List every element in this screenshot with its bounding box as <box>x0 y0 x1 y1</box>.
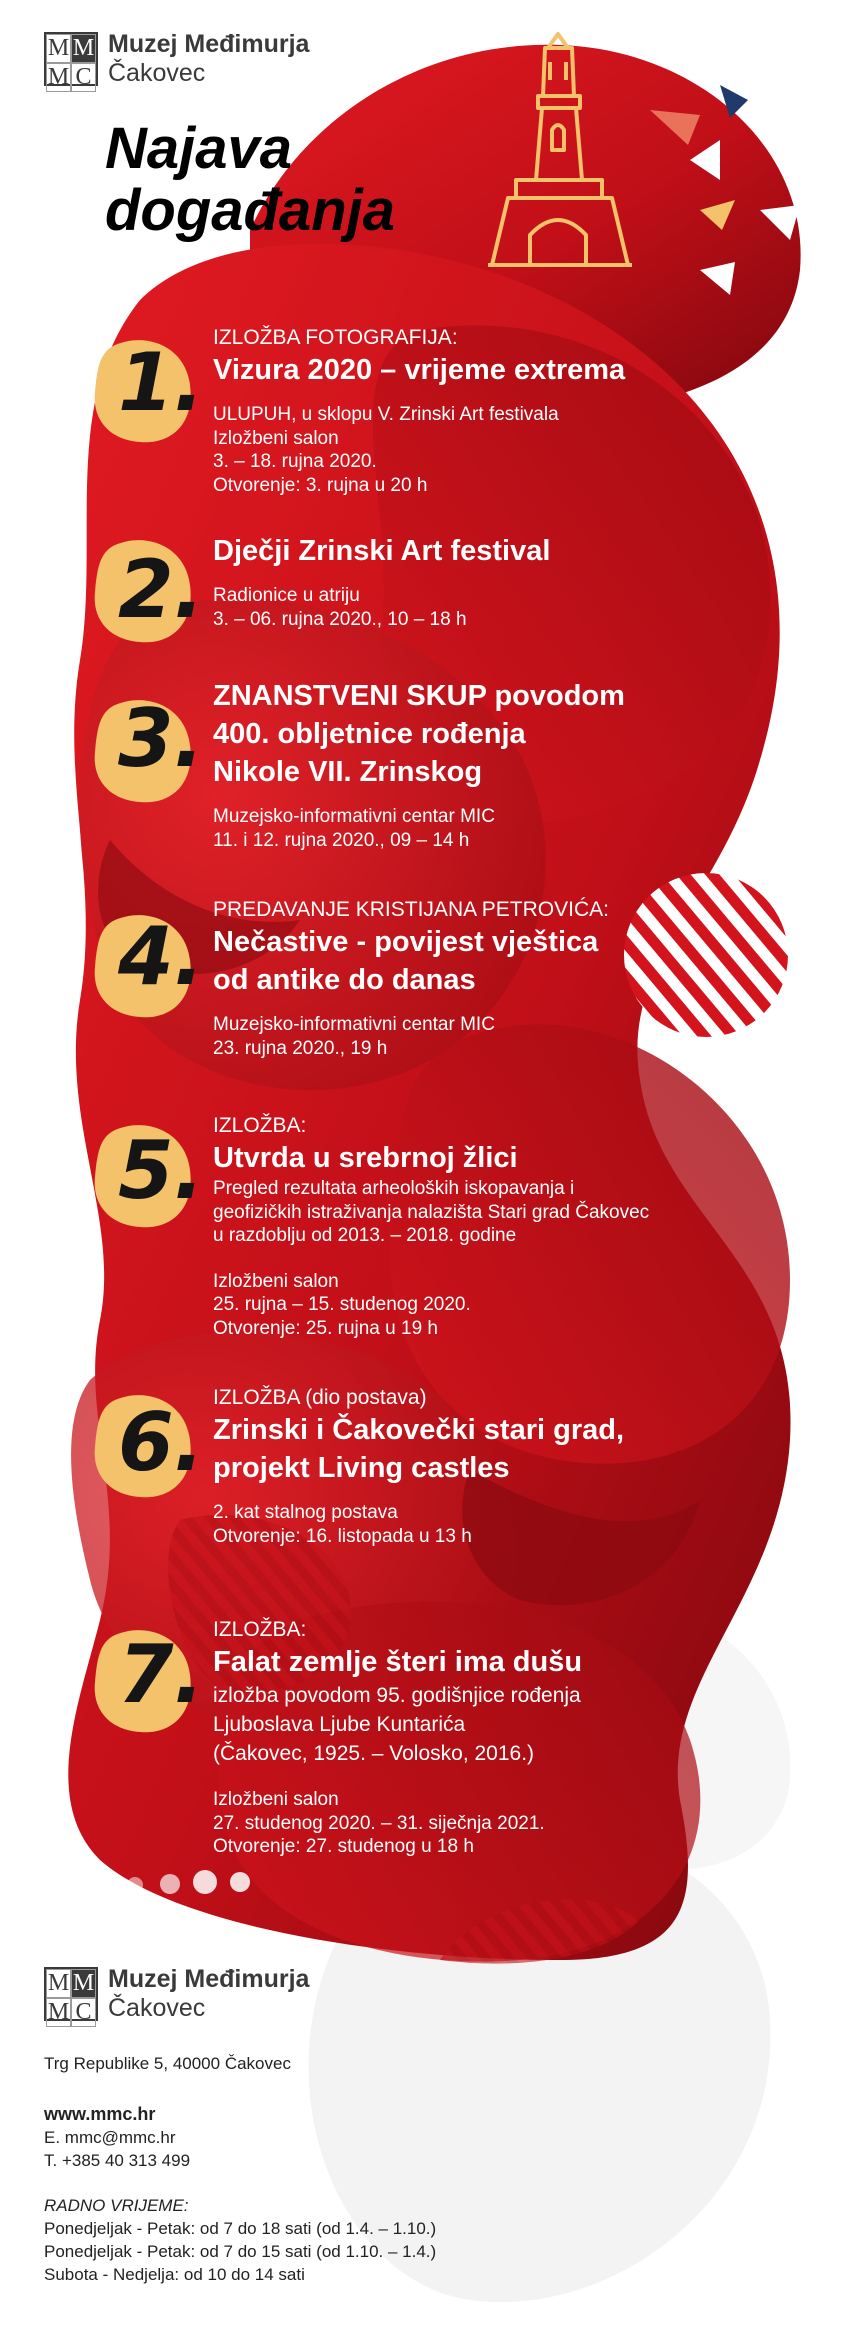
event-kicker: IZLOŽBA FOTOGRAFIJA: <box>213 326 458 349</box>
event-detail: Muzejsko-informativni centar MIC <box>213 806 495 827</box>
event-number: 3. <box>118 692 205 785</box>
event-detail: Muzejsko-informativni centar MIC <box>213 1014 495 1035</box>
event-title: od antike do danas <box>213 964 476 996</box>
museum-logo-footer[interactable] <box>44 1965 309 2023</box>
email-link[interactable]: E. mmc@mmc.hr <box>44 2128 176 2147</box>
logo-letter: C <box>71 63 96 92</box>
event-detail: Otvorenje: 3. rujna u 20 h <box>213 474 428 496</box>
footer-contact <box>44 2103 190 2172</box>
event-kicker: PREDAVANJE KRISTIJANA PETROVIĆA: <box>213 898 609 921</box>
logo-text <box>108 30 309 88</box>
event-detail: 2. kat stalnog postava <box>213 1502 398 1523</box>
event-detail: ULUPUH, u sklopu V. Zrinski Art festivala <box>213 404 559 425</box>
event-title: 400. obljetnice rođenja <box>213 718 526 750</box>
event-detail: Otvorenje: 25. rujna u 19 h <box>213 1317 438 1339</box>
footer-address: Trg Republike 5, 40000 Čakovec <box>44 2054 291 2073</box>
event-kicker: IZLOŽBA (dio postava) <box>213 1386 427 1409</box>
logo-city: Čakovec <box>108 58 206 87</box>
hours-title: RADNO VRIJEME: <box>44 2196 189 2215</box>
footer-hours <box>44 2194 436 2286</box>
event-title: Zrinski i Čakovečki stari grad, <box>213 1414 625 1446</box>
logo-letter: M <box>47 1969 70 1996</box>
event-kicker: IZLOŽBA: <box>213 1114 307 1137</box>
phone-link[interactable]: T. +385 40 313 499 <box>44 2151 191 2170</box>
event-title: Dječji Zrinski Art festival <box>213 535 551 567</box>
event-number: 2. <box>118 543 205 636</box>
event-description: geofizičkih istraživanja nalazišta Stari grad Čakovec <box>213 1201 650 1223</box>
event-number: 1. <box>118 336 205 429</box>
event-number: 5. <box>118 1124 205 1217</box>
event-detail: Izložbeni salon <box>213 427 339 449</box>
museum-logo[interactable] <box>44 30 309 88</box>
event-description: (Čakovec, 1925. – Volosko, 2016.) <box>213 1742 535 1765</box>
event-number: 4. <box>118 910 205 1003</box>
event-number: 6. <box>118 1396 205 1489</box>
page-title <box>105 118 395 242</box>
logo-mark <box>44 1967 98 2025</box>
event-kicker: IZLOŽBA: <box>213 1618 307 1641</box>
event-body <box>213 677 773 852</box>
event-body <box>213 325 773 497</box>
page-title-line: događanja <box>105 178 396 243</box>
hours-line: Ponedjeljak - Petak: od 7 do 15 sati (od 1.10. – 1.4.) <box>44 2242 437 2261</box>
logo-letter: M <box>47 1998 70 2025</box>
logo-letter: C <box>71 1998 96 2027</box>
event-number: 7. <box>118 1628 205 1721</box>
logo-letter: M <box>47 63 70 90</box>
event-body <box>213 1617 773 1859</box>
event-description: u razdoblju od 2013. – 2018. godine <box>213 1225 517 1246</box>
event-detail: 27. studenog 2020. – 31. siječnja 2021. <box>213 1812 545 1834</box>
event-detail: Izložbeni salon <box>213 1789 339 1810</box>
logo-name: Muzej Međimurja <box>108 1965 310 1993</box>
event-title: projekt Living castles <box>213 1452 510 1484</box>
event-body <box>213 897 773 1060</box>
event-detail: Radionice u atriju <box>213 585 360 606</box>
event-title: Falat zemlje šteri ima dušu <box>213 1646 583 1678</box>
event-detail: 11. i 12. rujna 2020., 09 – 14 h <box>213 829 470 851</box>
website-link[interactable]: www.mmc.hr <box>44 2104 156 2124</box>
logo-letter: M <box>72 1969 95 1996</box>
event-description: Pregled rezultata arheoloških iskopavanja i <box>213 1178 575 1199</box>
logo-mark <box>44 32 98 90</box>
event-detail: 25. rujna – 15. studenog 2020. <box>213 1294 471 1315</box>
hours-line: Ponedjeljak - Petak: od 7 do 18 sati (od 1.4. – 1.10.) <box>44 2219 437 2238</box>
event-detail: 3. – 06. rujna 2020., 10 – 18 h <box>213 608 467 630</box>
logo-letter: M <box>47 34 70 61</box>
event-description: Ljuboslava Ljube Kuntarića <box>213 1713 466 1736</box>
event-body <box>213 1385 773 1548</box>
event-detail: Otvorenje: 27. studenog u 18 h <box>213 1836 474 1857</box>
event-description: izložba povodom 95. godišnjice rođenja <box>213 1684 581 1707</box>
event-title: Utvrda u srebrnoj žlici <box>213 1142 518 1174</box>
logo-name: Muzej Međimurja <box>108 30 310 58</box>
event-title: ZNANSTVENI SKUP povodom <box>213 680 625 712</box>
event-title: Nečastive - povijest vještica <box>213 926 599 958</box>
hours-line: Subota - Nedjelja: od 10 do 14 sati <box>44 2265 305 2284</box>
event-body <box>213 532 773 631</box>
event-detail: 3. – 18. rujna 2020. <box>213 451 377 472</box>
event-body <box>213 1113 773 1340</box>
event-detail: Otvorenje: 16. listopada u 13 h <box>213 1525 472 1547</box>
page-title-line: Najava <box>105 116 293 181</box>
event-detail: 23. rujna 2020., 19 h <box>213 1037 388 1059</box>
event-title: Nikole VII. Zrinskog <box>213 756 483 788</box>
logo-text <box>108 1965 309 2023</box>
logo-city: Čakovec <box>108 1993 206 2022</box>
logo-letter: M <box>72 34 95 61</box>
event-detail: Izložbeni salon <box>213 1270 339 1292</box>
event-title: Vizura 2020 – vrijeme extrema <box>213 354 626 386</box>
